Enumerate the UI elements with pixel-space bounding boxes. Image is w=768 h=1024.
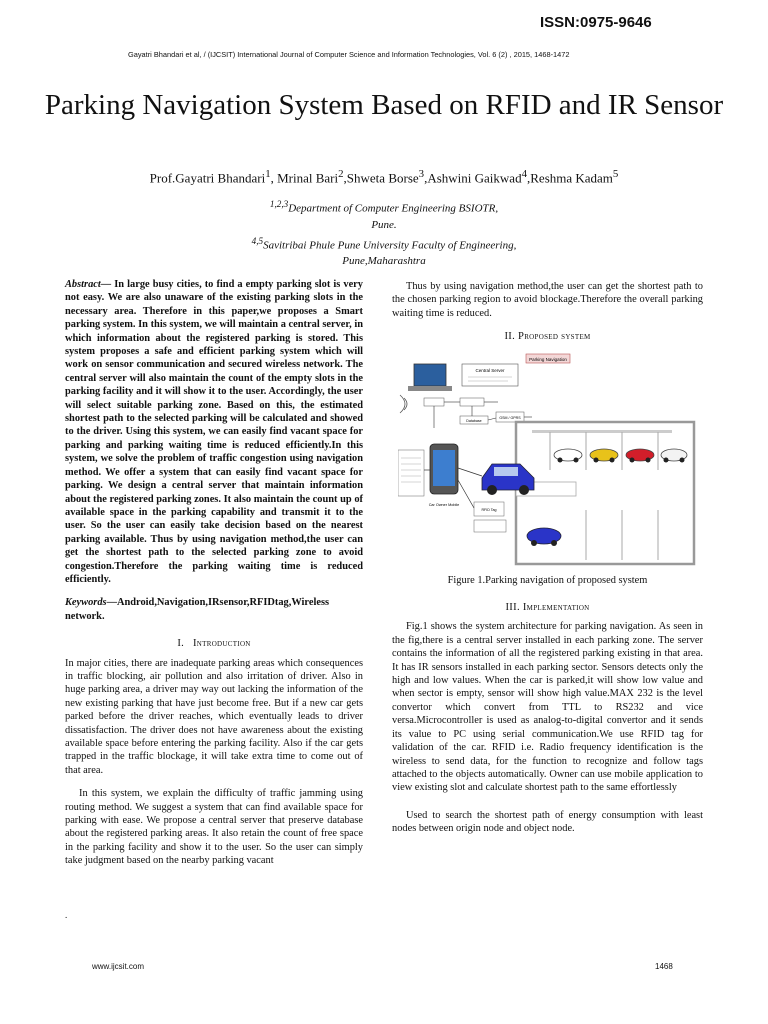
- page-number: 1468: [655, 962, 673, 971]
- mobile-phone-icon: [430, 444, 458, 494]
- right-column: [392, 280, 703, 846]
- keywords: [65, 596, 363, 623]
- author-list: [40, 168, 728, 186]
- car-icon: [590, 449, 618, 463]
- system-diagram: [398, 350, 698, 570]
- diagram-label: GSM / GPRS: [499, 415, 521, 420]
- flow-box: [460, 398, 484, 406]
- footer-url: www.ijcsit.com: [92, 962, 145, 971]
- diagram-label: Car Owner Mobile: [428, 502, 460, 507]
- stray-dot: .: [65, 910, 68, 920]
- car-icon: [527, 528, 561, 546]
- author-superscript: 2: [338, 168, 344, 180]
- car-icon: [626, 449, 654, 463]
- abstract-text: In large busy cities, to find a empty parking slot is very not easy. We are also unaware of the existing parking slots in the necessary area. Therefore in this paper,we proposes a Smart parking system. In this system, we will maintain a central server, in which information about the registered parking is stored. This system proposes a safe and efficient parking system which will work on sensor communication and secured wireless network. The central server will also maintain the count of the empty slots in the parking facility and it will show it to the user. Accordingly, the user will select suitable parking zone. Based on this, the estimated shortest path to the selected parking will be calculated and showed to the driver. Using this system, we can easily find vacant space for parking and parking waiting time is reduced efficiently.In this system, we solve the problem of traffic congestion using navigation method. We offer a system that can easily find vacant space for parking. We design a central server that maintain information about the registered parking zones. It also maintain the count up of available space in the parking capability and transmit it to the user. So the user can easily take decision based on the nearest parking available. Thus by using navigation method,the user can get the shortest path to the selected parking zone to avoid congestion.Therefore the parking waiting time is reduced efficiently.: [65, 279, 363, 585]
- abstract-lead: Abstract—: [65, 279, 112, 290]
- abstract: [65, 278, 363, 586]
- flow-box: [424, 398, 444, 406]
- section-title: Introduction: [192, 638, 251, 650]
- section-heading: [65, 637, 363, 650]
- author: ,Ashwini Gaikwad: [424, 170, 522, 186]
- running-header: Gayatri Bhandari et al, / (IJCSIT) International Journal of Computer Science and Information Technologies, Vol. 6 (2) , 2015, 1468-1472: [128, 50, 570, 59]
- section-heading: [392, 601, 703, 614]
- keywords-lead: Keywords: [65, 597, 107, 609]
- keywords-text: —Android,Navigation,IRsensor,RFIDtag,Wireless network.: [65, 597, 330, 622]
- author: ,Reshma Kadam: [527, 170, 613, 186]
- affiliation-line: Pune,Maharashtra: [342, 255, 426, 268]
- paragraph: In major cities, there are inadequate parking areas which consequences in traffic blocking, air pollution and also irritation of driver. Also in huge parking area, a driver may way out lacking the information of the new existing parking that have just become free. But if a new car gets parked before the driver reaches, which eventually leads to driver dissatisfaction. The driver does not have awareness about the existing available space before entering the parking facility. Also if the car gets trapped in the traffic blockage, it will take extra time to come out of that area.: [65, 657, 363, 776]
- info-box: [474, 520, 506, 532]
- section-title: Proposed system: [518, 331, 591, 343]
- diagram-label: Central Server: [475, 367, 505, 373]
- section-number: I.: [177, 638, 185, 650]
- section-heading: [392, 330, 703, 343]
- affiliation-line: Department of Computer Engineering BSIOTR,: [288, 202, 499, 215]
- laptop-icon: [408, 364, 452, 391]
- author-superscript: 1: [265, 168, 271, 180]
- diagram-label: RFID Tag: [481, 507, 497, 512]
- paragraph: Thus by using navigation method,the user can get the shortest path to the chosen parking region to avoid blockage.Therefore the overall parking waiting time is reduced.: [392, 281, 703, 319]
- author: , Mrinal Bari: [270, 170, 339, 186]
- section-number: III.: [505, 602, 520, 614]
- figure-1: [398, 350, 698, 570]
- car-icon: [661, 449, 687, 463]
- figure-caption: Figure 1.Parking navigation of proposed system: [447, 574, 648, 586]
- issn: ISSN:0975-9646: [540, 14, 652, 31]
- author: Prof.Gayatri Bhandari: [149, 170, 266, 186]
- affiliations: [80, 196, 688, 269]
- author-superscript: 3: [418, 168, 425, 180]
- affiliation-superscript: 4,5: [251, 235, 264, 246]
- info-box: [398, 450, 424, 496]
- author: ,Shweta Borse: [343, 170, 419, 186]
- diagram-label: Database: [466, 418, 482, 423]
- left-column: [65, 278, 363, 878]
- paper-title: Parking Navigation System Based on RFID and IR Sensor: [44, 89, 724, 121]
- paragraph: Fig.1 shows the system architecture for parking navigation. As seen in the fig,there is a central server installed in each parking zone. The server contains the information of all the registered parking existing in that area. It has IR sensors installed in each parking sector. Sensors detects only the high and low values. When the car is parked,it will show low value and when sector is empty, sensor will show high value.MAX 232 is the level convertor which convert from TTL to RS232 and vice versa.Microcontroller is used as analog-to-digital convertor and it sends its value to PC using serial communication.We use RFID tag for validation of the car. RFID i.e. Radio frequency identification is the wireless to send data, for the function to recognize and follow tags attached to the objects automatically. Owner can use mobile application to view existing slot and calculate shortest path to the same effortlessly: [392, 621, 703, 794]
- affiliation-superscript: 1,2,3: [269, 199, 289, 209]
- author-superscript: 4: [521, 168, 527, 180]
- diagram-label: Parking Navigation: [529, 356, 567, 362]
- affiliation-line: Savitribai Phule Pune University Faculty of Engineering,: [263, 239, 517, 252]
- paragraph: Used to search the shortest path of energy consumption with least nodes between origin node and object node.: [392, 809, 703, 835]
- section-number: II.: [504, 331, 516, 343]
- author-superscript: 5: [612, 168, 619, 180]
- affiliation-line: Pune.: [371, 218, 397, 231]
- car-icon: [554, 449, 582, 463]
- paragraph: In this system, we explain the difficulty of traffic jamming using routing method. We suggest a system that can find available space for parking with ease. We propose a central server that preserve database about the registered parking areas. It also retain the count of free space in the parking facility and show it to the user. So the user can simply take judgment based on the nearby parking vacant: [65, 788, 363, 867]
- section-title: Implementation: [522, 602, 590, 614]
